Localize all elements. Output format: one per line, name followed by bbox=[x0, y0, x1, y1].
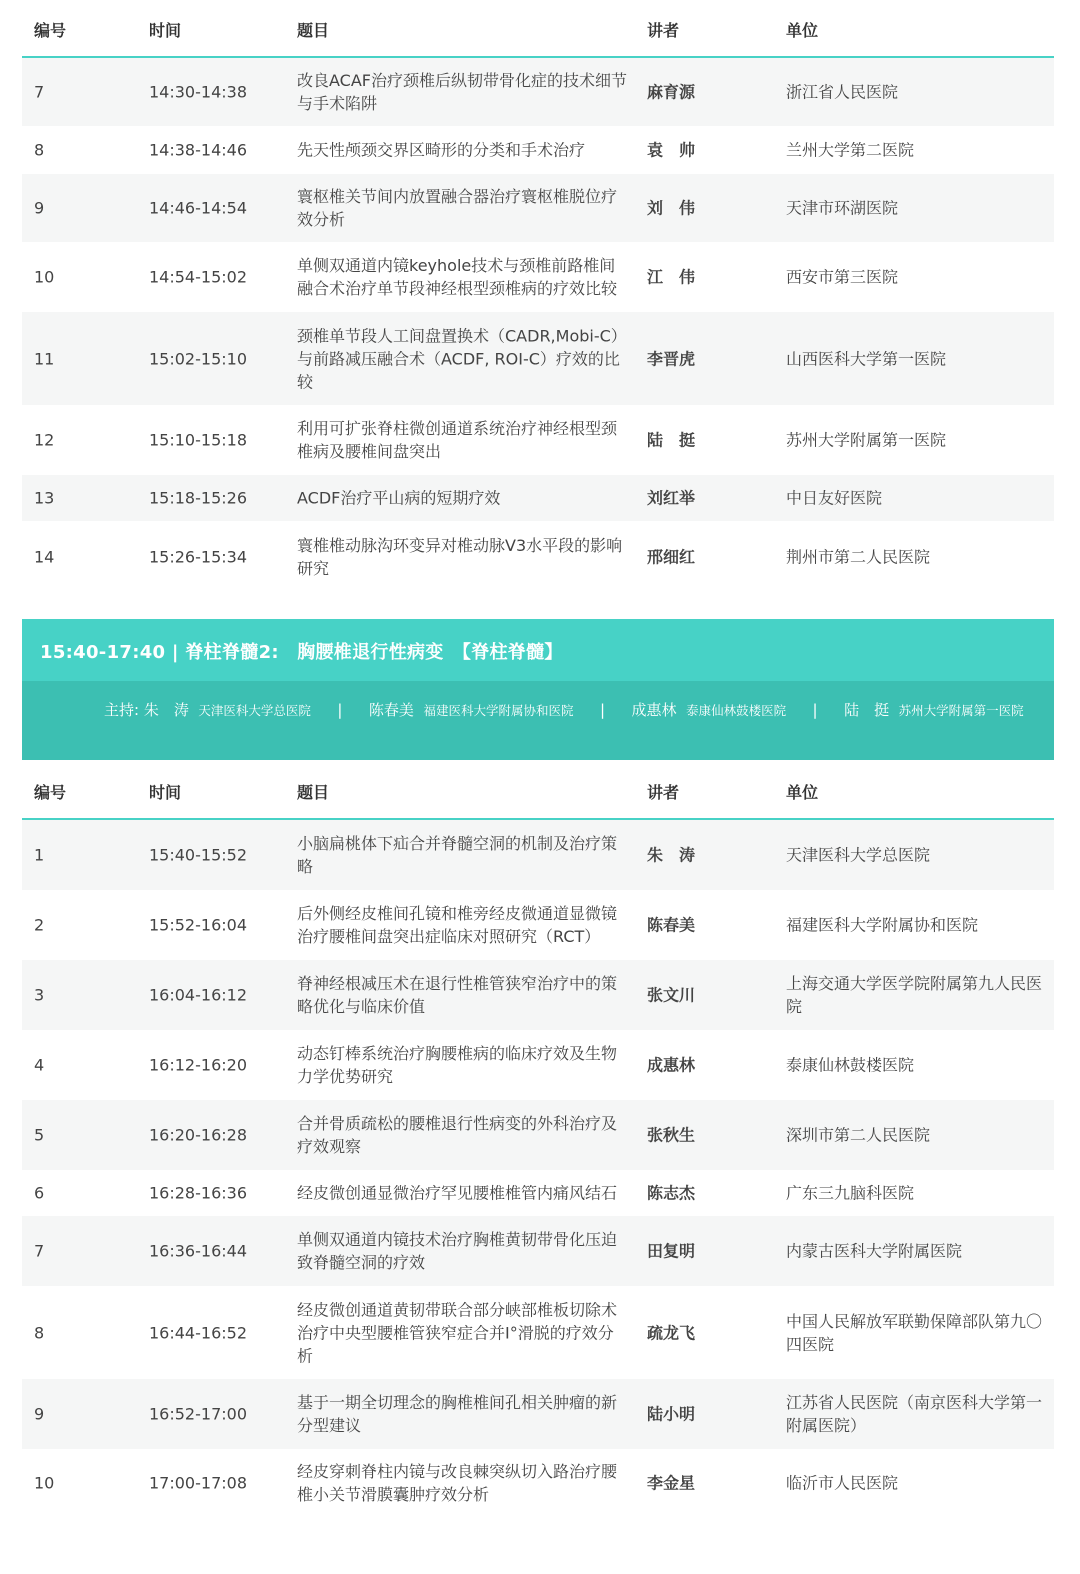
cell-unit: 江苏省人民医院（南京医科大学第一附属医院） bbox=[786, 1393, 1043, 1435]
cell-speaker: 朱 涛 bbox=[647, 845, 696, 865]
cell-time: 15:26-15:34 bbox=[149, 547, 247, 567]
table-row bbox=[22, 405, 1054, 475]
cell-title: 利用可扩张脊柱微创通道系统治疗神经根型颈椎病及腰椎间盘突出 bbox=[297, 419, 618, 461]
cell-no: 4 bbox=[34, 1055, 45, 1075]
table-row bbox=[22, 1100, 1054, 1170]
table-row bbox=[22, 174, 1054, 242]
host-unit: 天津医科大学总医院 bbox=[198, 703, 311, 718]
table-row bbox=[22, 1449, 1054, 1517]
cell-title: 基于一期全切理念的胸椎椎间孔相关肿瘤的新分型建议 bbox=[297, 1393, 618, 1435]
cell-title: 经皮穿刺脊柱内镜与改良棘突纵切入路治疗腰椎小关节滑膜囊肿疗效分析 bbox=[297, 1462, 618, 1504]
header-no: 编号 bbox=[34, 21, 67, 40]
cell-title: 寰枢椎关节间内放置融合器治疗寰枢椎脱位疗效分析 bbox=[297, 187, 618, 229]
cell-speaker: 陈志杰 bbox=[647, 1183, 696, 1203]
section-title-bar bbox=[22, 619, 1054, 681]
header-speaker: 讲者 bbox=[647, 21, 680, 40]
cell-speaker: 邢细红 bbox=[647, 547, 696, 567]
cell-title: 合并骨质疏松的腰椎退行性病变的外科治疗及疗效观察 bbox=[297, 1114, 618, 1156]
cell-no: 8 bbox=[34, 1323, 45, 1342]
cell-unit: 兰州大学第二医院 bbox=[786, 140, 915, 160]
table-body bbox=[22, 820, 1054, 1517]
cell-unit: 山西医科大学第一医院 bbox=[786, 349, 947, 368]
table-row bbox=[22, 1379, 1054, 1449]
cell-unit: 广东三九脑科医院 bbox=[786, 1183, 915, 1203]
cell-time: 16:44-16:52 bbox=[149, 1323, 247, 1342]
cell-title: 单侧双通道内镜技术治疗胸椎黄韧带骨化压迫致脊髓空洞的疗效 bbox=[297, 1230, 618, 1272]
header-speaker: 讲者 bbox=[647, 783, 680, 802]
cell-title: 经皮微创通道黄韧带联合部分峡部椎板切除术治疗中央型腰椎管狭窄症合并Ⅰ°滑脱的疗效分析 bbox=[297, 1300, 618, 1365]
cell-no: 11 bbox=[34, 349, 55, 368]
cell-title: ACDF治疗平山病的短期疗效 bbox=[297, 488, 501, 508]
cell-no: 5 bbox=[34, 1125, 45, 1145]
cell-title: 小脑扁桃体下疝合并脊髓空洞的机制及治疗策略 bbox=[297, 834, 618, 876]
cell-no: 8 bbox=[34, 140, 45, 160]
host-separator: | bbox=[337, 701, 343, 719]
cell-no: 7 bbox=[34, 1241, 45, 1261]
cell-unit: 内蒙古医科大学附属医院 bbox=[786, 1241, 963, 1261]
cell-time: 14:46-14:54 bbox=[149, 198, 247, 218]
cell-speaker: 江 伟 bbox=[647, 267, 696, 287]
cell-time: 16:52-17:00 bbox=[149, 1404, 247, 1424]
cell-title: 颈椎单节段人工间盘置换术（CADR,Mobi-C）与前路减压融合术（ACDF, ROI-C）疗效的比较 bbox=[297, 326, 627, 391]
cell-no: 13 bbox=[34, 488, 55, 508]
cell-time: 17:00-17:08 bbox=[149, 1473, 247, 1493]
cell-no: 14 bbox=[34, 547, 55, 567]
cell-no: 1 bbox=[34, 845, 45, 865]
cell-title: 寰椎椎动脉沟环变异对椎动脉V3水平段的影响研究 bbox=[297, 536, 623, 578]
cell-speaker: 刘红举 bbox=[647, 488, 696, 508]
host-separator: | bbox=[812, 701, 818, 719]
cell-time: 15:52-16:04 bbox=[149, 915, 247, 935]
cell-time: 15:18-15:26 bbox=[149, 488, 247, 508]
cell-unit: 上海交通大学医学院附属第九人民医院 bbox=[786, 974, 1043, 1016]
section-hosts bbox=[22, 681, 1054, 760]
cell-speaker: 陆 挺 bbox=[647, 430, 696, 450]
cell-speaker: 疏龙飞 bbox=[647, 1323, 696, 1342]
table-header bbox=[22, 762, 1054, 820]
cell-title: 先天性颅颈交界区畸形的分类和手术治疗 bbox=[297, 140, 586, 160]
table-row bbox=[22, 1030, 1054, 1100]
host-unit: 泰康仙林鼓楼医院 bbox=[686, 703, 787, 718]
cell-time: 14:54-15:02 bbox=[149, 267, 247, 287]
table-row bbox=[22, 820, 1054, 890]
cell-unit: 西安市第三医院 bbox=[786, 267, 899, 287]
cell-time: 16:12-16:20 bbox=[149, 1055, 247, 1075]
cell-no: 2 bbox=[34, 915, 45, 935]
host-name: 朱 涛 bbox=[143, 701, 189, 719]
schedule-table-1 bbox=[22, 0, 1054, 593]
cell-speaker: 张文川 bbox=[647, 985, 696, 1005]
cell-speaker: 刘 伟 bbox=[647, 198, 696, 218]
header-title: 题目 bbox=[297, 21, 330, 40]
table-row bbox=[22, 242, 1054, 312]
host-unit: 苏州大学附属第一医院 bbox=[898, 703, 1024, 718]
host-name: 陆 挺 bbox=[844, 701, 890, 719]
cell-no: 12 bbox=[34, 430, 55, 450]
table-row bbox=[22, 475, 1054, 521]
host-label: 主持: bbox=[104, 701, 140, 719]
cell-speaker: 李金星 bbox=[647, 1473, 696, 1493]
table-row bbox=[22, 890, 1054, 960]
cell-unit: 苏州大学附属第一医院 bbox=[786, 430, 947, 450]
header-time: 时间 bbox=[149, 783, 182, 802]
schedule-table-2 bbox=[22, 762, 1054, 1517]
cell-unit: 荆州市第二人民医院 bbox=[786, 547, 931, 567]
host-name: 陈春美 bbox=[368, 701, 414, 719]
table-row bbox=[22, 960, 1054, 1030]
cell-no: 9 bbox=[34, 198, 45, 218]
cell-time: 16:28-16:36 bbox=[149, 1183, 247, 1203]
cell-unit: 深圳市第二人民医院 bbox=[786, 1125, 931, 1145]
cell-unit: 泰康仙林鼓楼医院 bbox=[786, 1055, 915, 1075]
cell-time: 15:10-15:18 bbox=[149, 430, 247, 450]
cell-time: 15:40-15:52 bbox=[149, 845, 247, 865]
cell-no: 9 bbox=[34, 1404, 45, 1424]
cell-time: 15:02-15:10 bbox=[149, 349, 247, 368]
cell-unit: 中国人民解放军联勤保障部队第九〇四医院 bbox=[786, 1311, 1043, 1354]
table-row bbox=[22, 58, 1054, 126]
cell-speaker: 陆小明 bbox=[647, 1404, 696, 1424]
header-unit: 单位 bbox=[786, 21, 819, 40]
cell-time: 16:20-16:28 bbox=[149, 1125, 247, 1145]
cell-no: 6 bbox=[34, 1183, 45, 1203]
table-body bbox=[22, 58, 1054, 593]
cell-speaker: 袁 帅 bbox=[647, 140, 696, 160]
cell-speaker: 陈春美 bbox=[647, 915, 696, 935]
cell-speaker: 麻育源 bbox=[647, 82, 696, 102]
cell-time: 16:04-16:12 bbox=[149, 985, 247, 1005]
cell-speaker: 成惠林 bbox=[647, 1055, 696, 1075]
table-row bbox=[22, 521, 1054, 593]
host-name: 成惠林 bbox=[631, 701, 677, 719]
cell-no: 10 bbox=[34, 1473, 55, 1493]
host-separator: | bbox=[599, 701, 606, 719]
cell-time: 14:38-14:46 bbox=[149, 140, 247, 160]
cell-title: 单侧双通道内镜keyhole技术与颈椎前路椎间融合术治疗单节段神经根型颈椎病的疗效比较 bbox=[297, 256, 618, 298]
table-row bbox=[22, 1170, 1054, 1216]
table-row bbox=[22, 126, 1054, 174]
cell-title: 动态钉棒系统治疗胸腰椎病的临床疗效及生物力学优势研究 bbox=[297, 1044, 618, 1086]
cell-no: 3 bbox=[34, 985, 45, 1005]
host-unit: 福建医科大学附属协和医院 bbox=[423, 703, 574, 718]
cell-no: 10 bbox=[34, 267, 55, 287]
cell-title: 脊神经根减压术在退行性椎管狭窄治疗中的策略优化与临床价值 bbox=[297, 974, 618, 1016]
section-title: 15:40-17:40 | 脊柱脊髓2: 胸腰椎退行性病变 【脊柱脊髓】 bbox=[40, 642, 563, 663]
header-time: 时间 bbox=[149, 21, 182, 40]
cell-unit: 福建医科大学附属协和医院 bbox=[786, 915, 979, 935]
cell-speaker: 张秋生 bbox=[647, 1125, 696, 1145]
header-unit: 单位 bbox=[786, 783, 819, 802]
cell-unit: 天津医科大学总医院 bbox=[786, 845, 931, 865]
table-row bbox=[22, 1216, 1054, 1286]
header-no: 编号 bbox=[34, 783, 67, 802]
header-title: 题目 bbox=[297, 783, 330, 802]
cell-title: 后外侧经皮椎间孔镜和椎旁经皮微通道显微镜治疗腰椎间盘突出症临床对照研究（RCT） bbox=[297, 904, 618, 946]
cell-time: 16:36-16:44 bbox=[149, 1241, 247, 1261]
cell-unit: 中日友好医院 bbox=[786, 488, 883, 508]
cell-speaker: 田复明 bbox=[647, 1241, 696, 1261]
cell-unit: 天津市环湖医院 bbox=[786, 198, 899, 218]
cell-unit: 浙江省人民医院 bbox=[786, 82, 899, 102]
table-row bbox=[22, 312, 1054, 405]
cell-speaker: 李晋虎 bbox=[647, 349, 696, 368]
table-header bbox=[22, 0, 1054, 58]
cell-no: 7 bbox=[34, 82, 45, 102]
cell-unit: 临沂市人民医院 bbox=[786, 1473, 899, 1493]
cell-title: 改良ACAF治疗颈椎后纵韧带骨化症的技术细节与手术陷阱 bbox=[297, 71, 627, 113]
cell-title: 经皮微创通显微治疗罕见腰椎椎管内痛风结石 bbox=[297, 1183, 618, 1203]
table-row bbox=[22, 1286, 1054, 1379]
hosts-line bbox=[104, 698, 1044, 723]
cell-time: 14:30-14:38 bbox=[149, 82, 247, 102]
